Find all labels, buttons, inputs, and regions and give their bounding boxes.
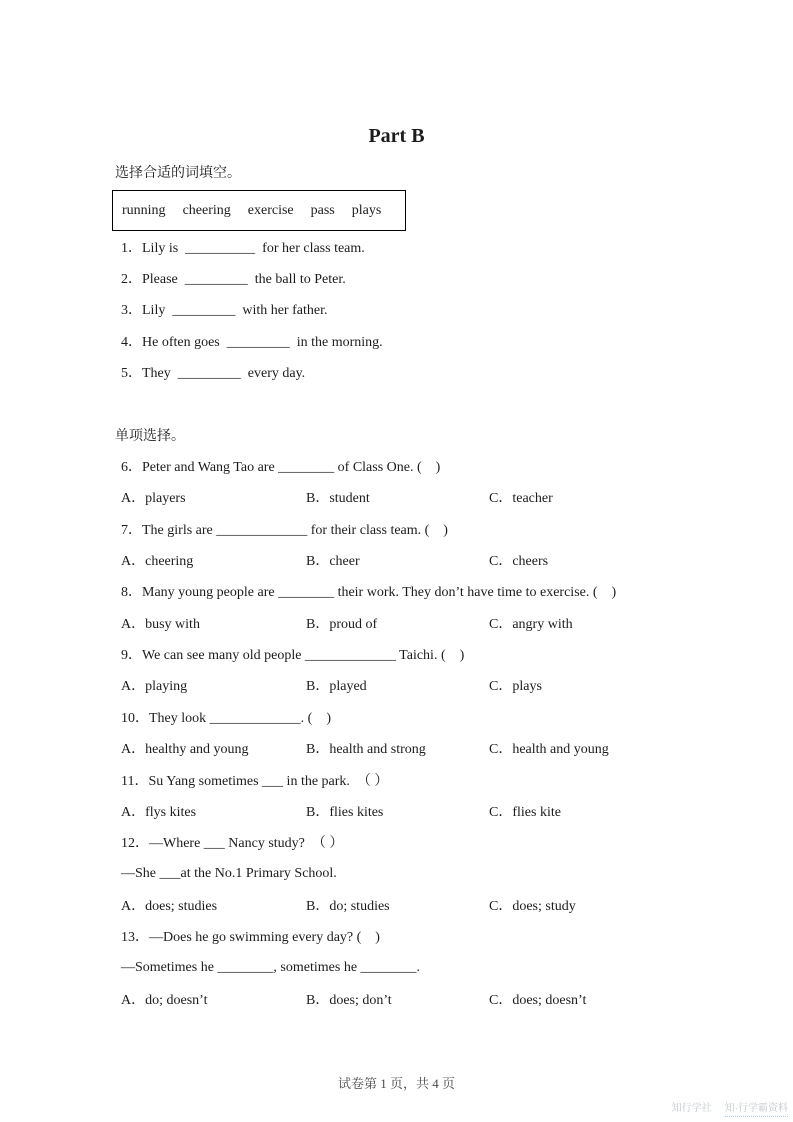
options-row: [121, 983, 738, 1014]
watermark: [672, 1099, 788, 1117]
word-bank-word: plays: [351, 202, 382, 218]
page-content: [0, 163, 793, 1015]
choice-questions: [112, 450, 738, 1014]
option-C: C．flies kite: [489, 804, 561, 820]
option-B: B．cheer: [306, 554, 360, 570]
question-stem: —She ___at the No.1 Primary School.: [121, 865, 337, 881]
fill-in-item: 1．Lily is __________ for her class team.: [121, 240, 365, 256]
watermark-text-1: 知行学社: [671, 1103, 712, 1114]
option-A: A．flys kites: [121, 804, 197, 820]
options-row: [121, 889, 738, 920]
option-A: A．does; studies: [121, 898, 218, 914]
choice-instruction: 单项选择。: [115, 428, 185, 444]
option-C: C．health and young: [489, 742, 609, 758]
fill-in-item: 3．Lily _________ with her father.: [121, 303, 328, 319]
fill-in-item: 5．They _________ every day.: [121, 366, 306, 382]
page-title: Part B: [368, 125, 425, 147]
option-C: C．plays: [489, 679, 542, 695]
word-bank-word: running: [122, 202, 166, 218]
options-row: [121, 607, 738, 638]
option-A: A．busy with: [121, 616, 200, 632]
options-row: [121, 670, 738, 701]
options-row: [121, 795, 738, 826]
question-stem: —Sometimes he ________, sometimes he ________.: [121, 959, 421, 975]
word-bank-word: exercise: [247, 202, 294, 218]
option-A: A．cheering: [121, 554, 194, 570]
word-bank-word: cheering: [182, 202, 231, 218]
options-row: [121, 482, 738, 513]
option-B: B．health and strong: [306, 742, 426, 758]
option-C: C．teacher: [489, 491, 553, 507]
fill-in-items: [112, 231, 738, 388]
page-footer: 试卷第 1 页，共 4 页: [337, 1076, 455, 1091]
option-C: C．does; doesn’t: [489, 992, 587, 1008]
question-stem: 12．—Where ___ Nancy study? （ ）: [121, 836, 344, 852]
question-stem: 9．We can see many old people _____________ Taichi. ( ): [121, 648, 465, 664]
options-row: [121, 733, 738, 764]
word-bank-word: pass: [310, 202, 335, 218]
fill-in-item: 4．He often goes _________ in the morning.: [121, 334, 383, 350]
question-stem: 11．Su Yang sometimes ___ in the park. （ ）: [121, 773, 389, 789]
word-bank-box: [112, 190, 406, 231]
options-row: [121, 544, 738, 575]
fill-in-instruction: 选择合适的词填空。: [115, 166, 241, 181]
question-stem: 6．Peter and Wang Tao are ________ of Class One. ( ): [121, 460, 441, 476]
option-B: B．does; don’t: [306, 992, 392, 1008]
option-A: A．players: [121, 491, 186, 507]
option-B: B．flies kites: [306, 804, 384, 820]
option-B: B．played: [306, 679, 367, 695]
option-A: A．playing: [121, 679, 188, 695]
question-stem: 7．The girls are _____________ for their class team. ( ): [121, 522, 448, 538]
watermark-text-2: 知·行学霸资料: [725, 1099, 788, 1117]
option-C: C．angry with: [489, 616, 573, 632]
question-stem: 8．Many young people are ________ their work. They don’t have time to exercise. ( ): [121, 585, 617, 601]
option-C: C．does; study: [489, 898, 576, 914]
option-B: B．student: [306, 491, 370, 507]
question-stem: 13．—Does he go swimming every day? ( ): [121, 930, 380, 946]
option-B: B．proud of: [306, 616, 378, 632]
question-stem: 10．They look _____________. ( ): [121, 710, 331, 726]
option-B: B．do; studies: [306, 898, 390, 914]
fill-in-item: 2．Please _________ the ball to Peter.: [121, 272, 346, 288]
option-A: A．healthy and young: [121, 742, 249, 758]
option-C: C．cheers: [489, 554, 549, 570]
option-A: A．do; doesn’t: [121, 992, 208, 1008]
